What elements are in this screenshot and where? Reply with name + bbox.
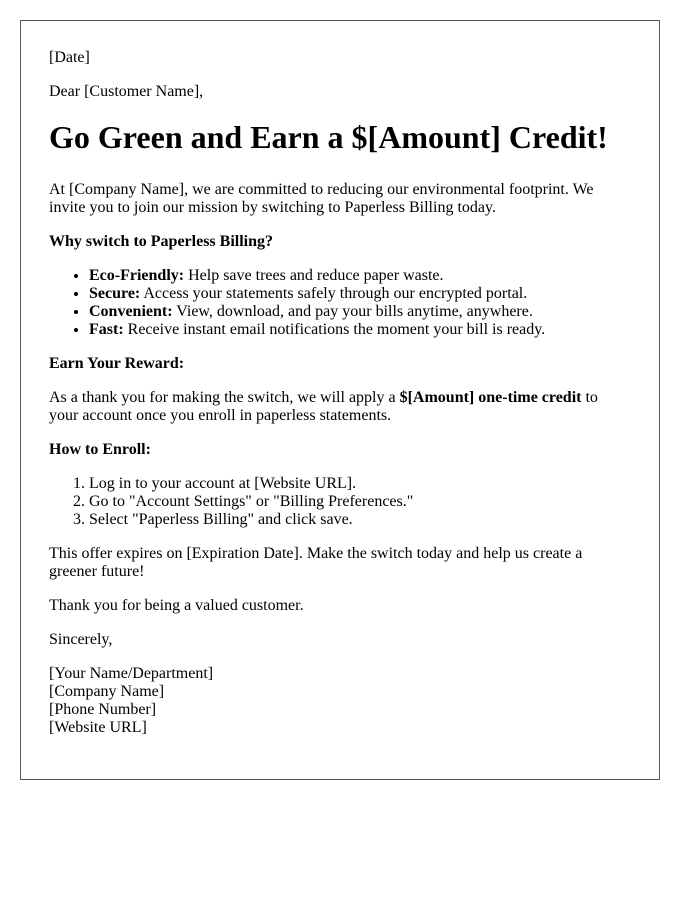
benefit-item <box>89 303 631 321</box>
benefit-item <box>89 321 631 339</box>
enroll-step: 1. Log in to your account at [Website URL]. <box>89 475 631 493</box>
enroll-step: 3. Select "Paperless Billing" and click save. <box>89 511 631 529</box>
benefit-title: Convenient: <box>89 303 173 320</box>
reward-paragraph <box>49 389 631 425</box>
reward-credit: $[Amount] one-time credit <box>399 389 582 406</box>
letter-container <box>20 20 660 780</box>
signature-website: [Website URL] <box>49 719 147 736</box>
benefit-title: Eco-Friendly: <box>89 267 185 284</box>
benefit-item <box>89 267 631 285</box>
signature-company: [Company Name] <box>49 683 165 700</box>
reward-text-after: to your account once you enroll in paperless statements. <box>49 389 598 424</box>
reward-heading: Earn Your Reward: <box>49 355 185 372</box>
enroll-steps <box>49 475 631 529</box>
benefit-text: Receive instant email notifications the moment your bill is ready. <box>123 321 546 338</box>
why-heading: Why switch to Paperless Billing? <box>49 233 274 250</box>
thanks-paragraph: Thank you for being a valued customer. <box>49 597 304 614</box>
signature-phone: [Phone Number] <box>49 701 157 718</box>
benefit-title: Secure: <box>89 285 141 302</box>
benefit-title: Fast: <box>89 321 124 338</box>
enroll-heading: How to Enroll: <box>49 441 151 458</box>
letter-date: [Date] <box>49 49 90 66</box>
benefits-list <box>49 267 631 339</box>
closing: Sincerely, <box>49 631 113 648</box>
intro-paragraph: At [Company Name], we are committed to reducing our environmental footprint. We invite you to join our mission by switching to Paperless Billing today. <box>49 181 594 216</box>
signature-name: [Your Name/Department] <box>49 665 214 682</box>
salutation: Dear [Customer Name], <box>49 83 204 100</box>
expiry-paragraph: This offer expires on [Expiration Date]. Make the switch today and help us create a greener future! <box>49 545 583 580</box>
benefit-item <box>89 285 631 303</box>
enroll-step: 2. Go to "Account Settings" or "Billing Preferences." <box>89 493 631 511</box>
reward-text-before: As a thank you for making the switch, we will apply a <box>49 389 400 406</box>
benefit-text: View, download, and pay your bills anytime, anywhere. <box>172 303 533 320</box>
benefit-text: Access your statements safely through our encrypted portal. <box>140 285 528 302</box>
benefit-text: Help save trees and reduce paper waste. <box>184 267 444 284</box>
headline: Go Green and Earn a $[Amount] Credit! <box>49 119 608 155</box>
signature-block <box>49 665 631 737</box>
